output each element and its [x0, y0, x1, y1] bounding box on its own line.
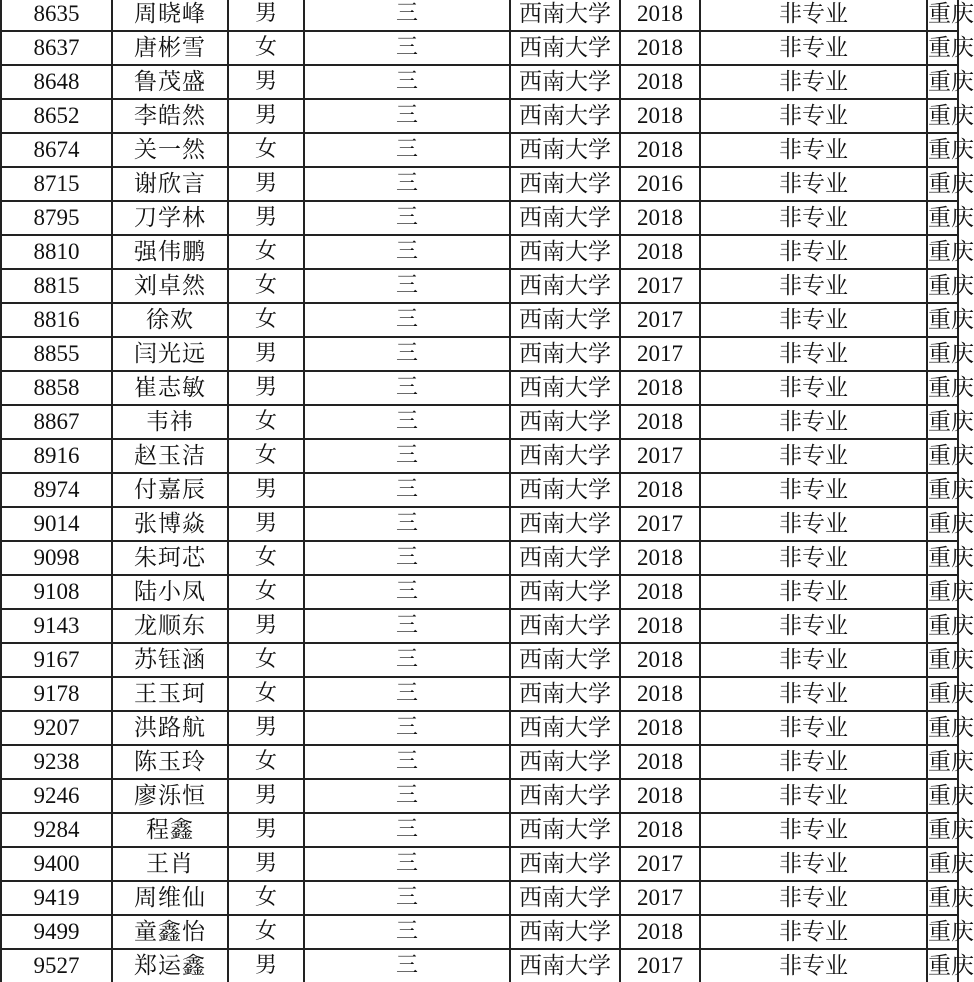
year-cell: 2018 [620, 643, 700, 677]
table-row [1, 303, 958, 337]
year-cell: 2018 [620, 65, 700, 99]
student-name-cell: 程鑫 [112, 813, 228, 847]
student-name-cell: 徐欢 [112, 303, 228, 337]
table-row [1, 813, 958, 847]
school-cell: 西南大学 [510, 303, 620, 337]
table-row [1, 167, 958, 201]
region-cell: 重庆 [927, 507, 958, 541]
category-cell: 非专业 [700, 745, 927, 779]
category-cell: 非专业 [700, 575, 927, 609]
school-cell: 西南大学 [510, 609, 620, 643]
year-cell: 2018 [620, 235, 700, 269]
school-cell: 西南大学 [510, 235, 620, 269]
table-row [1, 541, 958, 575]
student-id-cell: 8674 [1, 133, 112, 167]
student-name-cell: 韦祎 [112, 405, 228, 439]
year-cell: 2018 [620, 99, 700, 133]
grade-cell: 三 [304, 235, 510, 269]
grade-cell: 三 [304, 847, 510, 881]
gender-cell: 男 [228, 711, 304, 745]
student-name-cell: 郑运鑫 [112, 949, 228, 982]
region-cell: 重庆 [927, 847, 958, 881]
year-cell: 2017 [620, 337, 700, 371]
gender-cell: 女 [228, 31, 304, 65]
table-row [1, 65, 958, 99]
school-cell: 西南大学 [510, 949, 620, 982]
year-cell: 2018 [620, 711, 700, 745]
gender-cell: 女 [228, 745, 304, 779]
category-cell: 非专业 [700, 643, 927, 677]
school-cell: 西南大学 [510, 31, 620, 65]
student-id-cell: 9108 [1, 575, 112, 609]
category-cell: 非专业 [700, 677, 927, 711]
table-row [1, 779, 958, 813]
table-row [1, 133, 958, 167]
school-cell: 西南大学 [510, 133, 620, 167]
student-id-cell: 9284 [1, 813, 112, 847]
region-cell: 重庆 [927, 303, 958, 337]
category-cell: 非专业 [700, 337, 927, 371]
grade-cell: 三 [304, 779, 510, 813]
student-id-cell: 9178 [1, 677, 112, 711]
region-cell: 重庆 [927, 915, 958, 949]
year-cell: 2018 [620, 677, 700, 711]
gender-cell: 女 [228, 575, 304, 609]
gender-cell: 女 [228, 915, 304, 949]
grade-cell: 三 [304, 643, 510, 677]
category-cell: 非专业 [700, 915, 927, 949]
grade-cell: 三 [304, 303, 510, 337]
gender-cell: 男 [228, 0, 304, 31]
table-row [1, 915, 958, 949]
category-cell: 非专业 [700, 371, 927, 405]
school-cell: 西南大学 [510, 507, 620, 541]
region-cell: 重庆 [927, 473, 958, 507]
category-cell: 非专业 [700, 779, 927, 813]
year-cell: 2018 [620, 813, 700, 847]
category-cell: 非专业 [700, 167, 927, 201]
student-id-cell: 8635 [1, 0, 112, 31]
school-cell: 西南大学 [510, 915, 620, 949]
school-cell: 西南大学 [510, 473, 620, 507]
student-name-cell: 崔志敏 [112, 371, 228, 405]
student-id-cell: 9419 [1, 881, 112, 915]
table-row [1, 677, 958, 711]
year-cell: 2017 [620, 303, 700, 337]
year-cell: 2018 [620, 915, 700, 949]
gender-cell: 男 [228, 65, 304, 99]
category-cell: 非专业 [700, 65, 927, 99]
year-cell: 2017 [620, 269, 700, 303]
school-cell: 西南大学 [510, 0, 620, 31]
category-cell: 非专业 [700, 813, 927, 847]
gender-cell: 男 [228, 473, 304, 507]
table-row [1, 745, 958, 779]
grade-cell: 三 [304, 609, 510, 643]
student-name-cell: 刘卓然 [112, 269, 228, 303]
region-cell: 重庆 [927, 711, 958, 745]
student-name-cell: 李皓然 [112, 99, 228, 133]
table-row [1, 643, 958, 677]
grade-cell: 三 [304, 99, 510, 133]
year-cell: 2018 [620, 473, 700, 507]
student-name-cell: 童鑫怡 [112, 915, 228, 949]
grade-cell: 三 [304, 473, 510, 507]
school-cell: 西南大学 [510, 779, 620, 813]
student-id-cell: 8652 [1, 99, 112, 133]
gender-cell: 男 [228, 371, 304, 405]
table-row [1, 235, 958, 269]
gender-cell: 男 [228, 507, 304, 541]
student-name-cell: 苏钰涵 [112, 643, 228, 677]
school-cell: 西南大学 [510, 745, 620, 779]
student-name-cell: 谢欣言 [112, 167, 228, 201]
school-cell: 西南大学 [510, 575, 620, 609]
student-id-cell: 9238 [1, 745, 112, 779]
table-row [1, 439, 958, 473]
grade-cell: 三 [304, 405, 510, 439]
school-cell: 西南大学 [510, 881, 620, 915]
gender-cell: 女 [228, 643, 304, 677]
category-cell: 非专业 [700, 439, 927, 473]
student-id-cell: 8648 [1, 65, 112, 99]
grade-cell: 三 [304, 745, 510, 779]
grade-cell: 三 [304, 813, 510, 847]
school-cell: 西南大学 [510, 643, 620, 677]
grade-cell: 三 [304, 31, 510, 65]
gender-cell: 男 [228, 609, 304, 643]
year-cell: 2018 [620, 541, 700, 575]
gender-cell: 女 [228, 235, 304, 269]
category-cell: 非专业 [700, 847, 927, 881]
table-row [1, 847, 958, 881]
region-cell: 重庆 [927, 99, 958, 133]
region-cell: 重庆 [927, 745, 958, 779]
year-cell: 2018 [620, 31, 700, 65]
student-id-cell: 8974 [1, 473, 112, 507]
gender-cell: 女 [228, 881, 304, 915]
table-row [1, 473, 958, 507]
region-cell: 重庆 [927, 65, 958, 99]
table-row [1, 881, 958, 915]
student-id-cell: 8637 [1, 31, 112, 65]
grade-cell: 三 [304, 949, 510, 982]
region-cell: 重庆 [927, 949, 958, 982]
school-cell: 西南大学 [510, 405, 620, 439]
category-cell: 非专业 [700, 881, 927, 915]
student-name-cell: 陆小凤 [112, 575, 228, 609]
table-row [1, 99, 958, 133]
student-id-cell: 9499 [1, 915, 112, 949]
gender-cell: 女 [228, 541, 304, 575]
student-name-cell: 刀学林 [112, 201, 228, 235]
grade-cell: 三 [304, 541, 510, 575]
student-name-cell: 鲁茂盛 [112, 65, 228, 99]
student-id-cell: 8867 [1, 405, 112, 439]
year-cell: 2018 [620, 779, 700, 813]
category-cell: 非专业 [700, 949, 927, 982]
grade-cell: 三 [304, 0, 510, 31]
table-row [1, 949, 958, 982]
category-cell: 非专业 [700, 303, 927, 337]
year-cell: 2017 [620, 847, 700, 881]
year-cell: 2018 [620, 745, 700, 779]
student-name-cell: 周维仙 [112, 881, 228, 915]
year-cell: 2017 [620, 949, 700, 982]
grade-cell: 三 [304, 439, 510, 473]
student-id-cell: 9167 [1, 643, 112, 677]
school-cell: 西南大学 [510, 847, 620, 881]
grade-cell: 三 [304, 881, 510, 915]
school-cell: 西南大学 [510, 201, 620, 235]
gender-cell: 男 [228, 201, 304, 235]
student-name-cell: 王肖 [112, 847, 228, 881]
region-cell: 重庆 [927, 167, 958, 201]
student-name-cell: 周晓峰 [112, 0, 228, 31]
student-id-cell: 8795 [1, 201, 112, 235]
table-row [1, 269, 958, 303]
student-id-cell: 8916 [1, 439, 112, 473]
category-cell: 非专业 [700, 405, 927, 439]
roster-body [1, 0, 974, 982]
school-cell: 西南大学 [510, 813, 620, 847]
gender-cell: 男 [228, 949, 304, 982]
category-cell: 非专业 [700, 507, 927, 541]
student-name-cell: 陈玉玲 [112, 745, 228, 779]
table-row [1, 507, 958, 541]
student-name-cell: 唐彬雪 [112, 31, 228, 65]
grade-cell: 三 [304, 133, 510, 167]
gender-cell: 女 [228, 439, 304, 473]
grade-cell: 三 [304, 915, 510, 949]
category-cell: 非专业 [700, 235, 927, 269]
region-cell: 重庆 [927, 235, 958, 269]
year-cell: 2017 [620, 439, 700, 473]
student-name-cell: 廖泺恒 [112, 779, 228, 813]
table-row [1, 0, 958, 31]
student-name-cell: 龙顺东 [112, 609, 228, 643]
student-id-cell: 8858 [1, 371, 112, 405]
school-cell: 西南大学 [510, 371, 620, 405]
category-cell: 非专业 [700, 609, 927, 643]
gender-cell: 男 [228, 99, 304, 133]
gender-cell: 女 [228, 303, 304, 337]
region-cell: 重庆 [927, 609, 958, 643]
gender-cell: 女 [228, 677, 304, 711]
school-cell: 西南大学 [510, 711, 620, 745]
student-name-cell: 洪路航 [112, 711, 228, 745]
region-cell: 重庆 [927, 337, 958, 371]
table-row [1, 337, 958, 371]
region-cell: 重庆 [927, 371, 958, 405]
school-cell: 西南大学 [510, 99, 620, 133]
grade-cell: 三 [304, 337, 510, 371]
school-cell: 西南大学 [510, 541, 620, 575]
year-cell: 2018 [620, 371, 700, 405]
gender-cell: 女 [228, 133, 304, 167]
gender-cell: 男 [228, 813, 304, 847]
gender-cell: 女 [228, 269, 304, 303]
student-name-cell: 王玉珂 [112, 677, 228, 711]
table-row [1, 371, 958, 405]
year-cell: 2018 [620, 575, 700, 609]
table-row [1, 711, 958, 745]
region-cell: 重庆 [927, 813, 958, 847]
student-id-cell: 9246 [1, 779, 112, 813]
region-cell: 重庆 [927, 643, 958, 677]
category-cell: 非专业 [700, 0, 927, 31]
region-cell: 重庆 [927, 201, 958, 235]
table-row [1, 405, 958, 439]
year-cell: 2018 [620, 133, 700, 167]
school-cell: 西南大学 [510, 439, 620, 473]
grade-cell: 三 [304, 167, 510, 201]
student-name-cell: 闫光远 [112, 337, 228, 371]
year-cell: 2018 [620, 201, 700, 235]
category-cell: 非专业 [700, 473, 927, 507]
region-cell: 重庆 [927, 779, 958, 813]
grade-cell: 三 [304, 371, 510, 405]
year-cell: 2018 [620, 405, 700, 439]
category-cell: 非专业 [700, 133, 927, 167]
student-id-cell: 8715 [1, 167, 112, 201]
student-id-cell: 9207 [1, 711, 112, 745]
school-cell: 西南大学 [510, 167, 620, 201]
year-cell: 2016 [620, 167, 700, 201]
school-cell: 西南大学 [510, 269, 620, 303]
year-cell: 2017 [620, 507, 700, 541]
school-cell: 西南大学 [510, 337, 620, 371]
grade-cell: 三 [304, 677, 510, 711]
grade-cell: 三 [304, 711, 510, 745]
student-id-cell: 8810 [1, 235, 112, 269]
table-row [1, 575, 958, 609]
grade-cell: 三 [304, 201, 510, 235]
year-cell: 2018 [620, 0, 700, 31]
student-name-cell: 强伟鹏 [112, 235, 228, 269]
region-cell: 重庆 [927, 269, 958, 303]
category-cell: 非专业 [700, 711, 927, 745]
category-cell: 非专业 [700, 201, 927, 235]
student-id-cell: 9098 [1, 541, 112, 575]
student-name-cell: 付嘉辰 [112, 473, 228, 507]
category-cell: 非专业 [700, 99, 927, 133]
gender-cell: 女 [228, 405, 304, 439]
region-cell: 重庆 [927, 575, 958, 609]
student-name-cell: 朱珂芯 [112, 541, 228, 575]
category-cell: 非专业 [700, 31, 927, 65]
table-row [1, 201, 958, 235]
gender-cell: 男 [228, 847, 304, 881]
grade-cell: 三 [304, 507, 510, 541]
table-row [1, 31, 958, 65]
student-id-cell: 9527 [1, 949, 112, 982]
gender-cell: 男 [228, 779, 304, 813]
grade-cell: 三 [304, 65, 510, 99]
student-name-cell: 关一然 [112, 133, 228, 167]
region-cell: 重庆 [927, 541, 958, 575]
student-id-cell: 9014 [1, 507, 112, 541]
region-cell: 重庆 [927, 405, 958, 439]
category-cell: 非专业 [700, 269, 927, 303]
student-name-cell: 赵玉洁 [112, 439, 228, 473]
year-cell: 2018 [620, 609, 700, 643]
student-id-cell: 8816 [1, 303, 112, 337]
region-cell: 重庆 [927, 0, 958, 31]
grade-cell: 三 [304, 269, 510, 303]
year-cell: 2017 [620, 881, 700, 915]
student-name-cell: 张博焱 [112, 507, 228, 541]
category-cell: 非专业 [700, 541, 927, 575]
student-id-cell: 9143 [1, 609, 112, 643]
region-cell: 重庆 [927, 439, 958, 473]
region-cell: 重庆 [927, 881, 958, 915]
region-cell: 重庆 [927, 31, 958, 65]
region-cell: 重庆 [927, 677, 958, 711]
school-cell: 西南大学 [510, 677, 620, 711]
student-id-cell: 8855 [1, 337, 112, 371]
grade-cell: 三 [304, 575, 510, 609]
gender-cell: 男 [228, 337, 304, 371]
region-cell: 重庆 [927, 133, 958, 167]
student-id-cell: 8815 [1, 269, 112, 303]
gender-cell: 男 [228, 167, 304, 201]
table-row [1, 609, 958, 643]
school-cell: 西南大学 [510, 65, 620, 99]
student-id-cell: 9400 [1, 847, 112, 881]
